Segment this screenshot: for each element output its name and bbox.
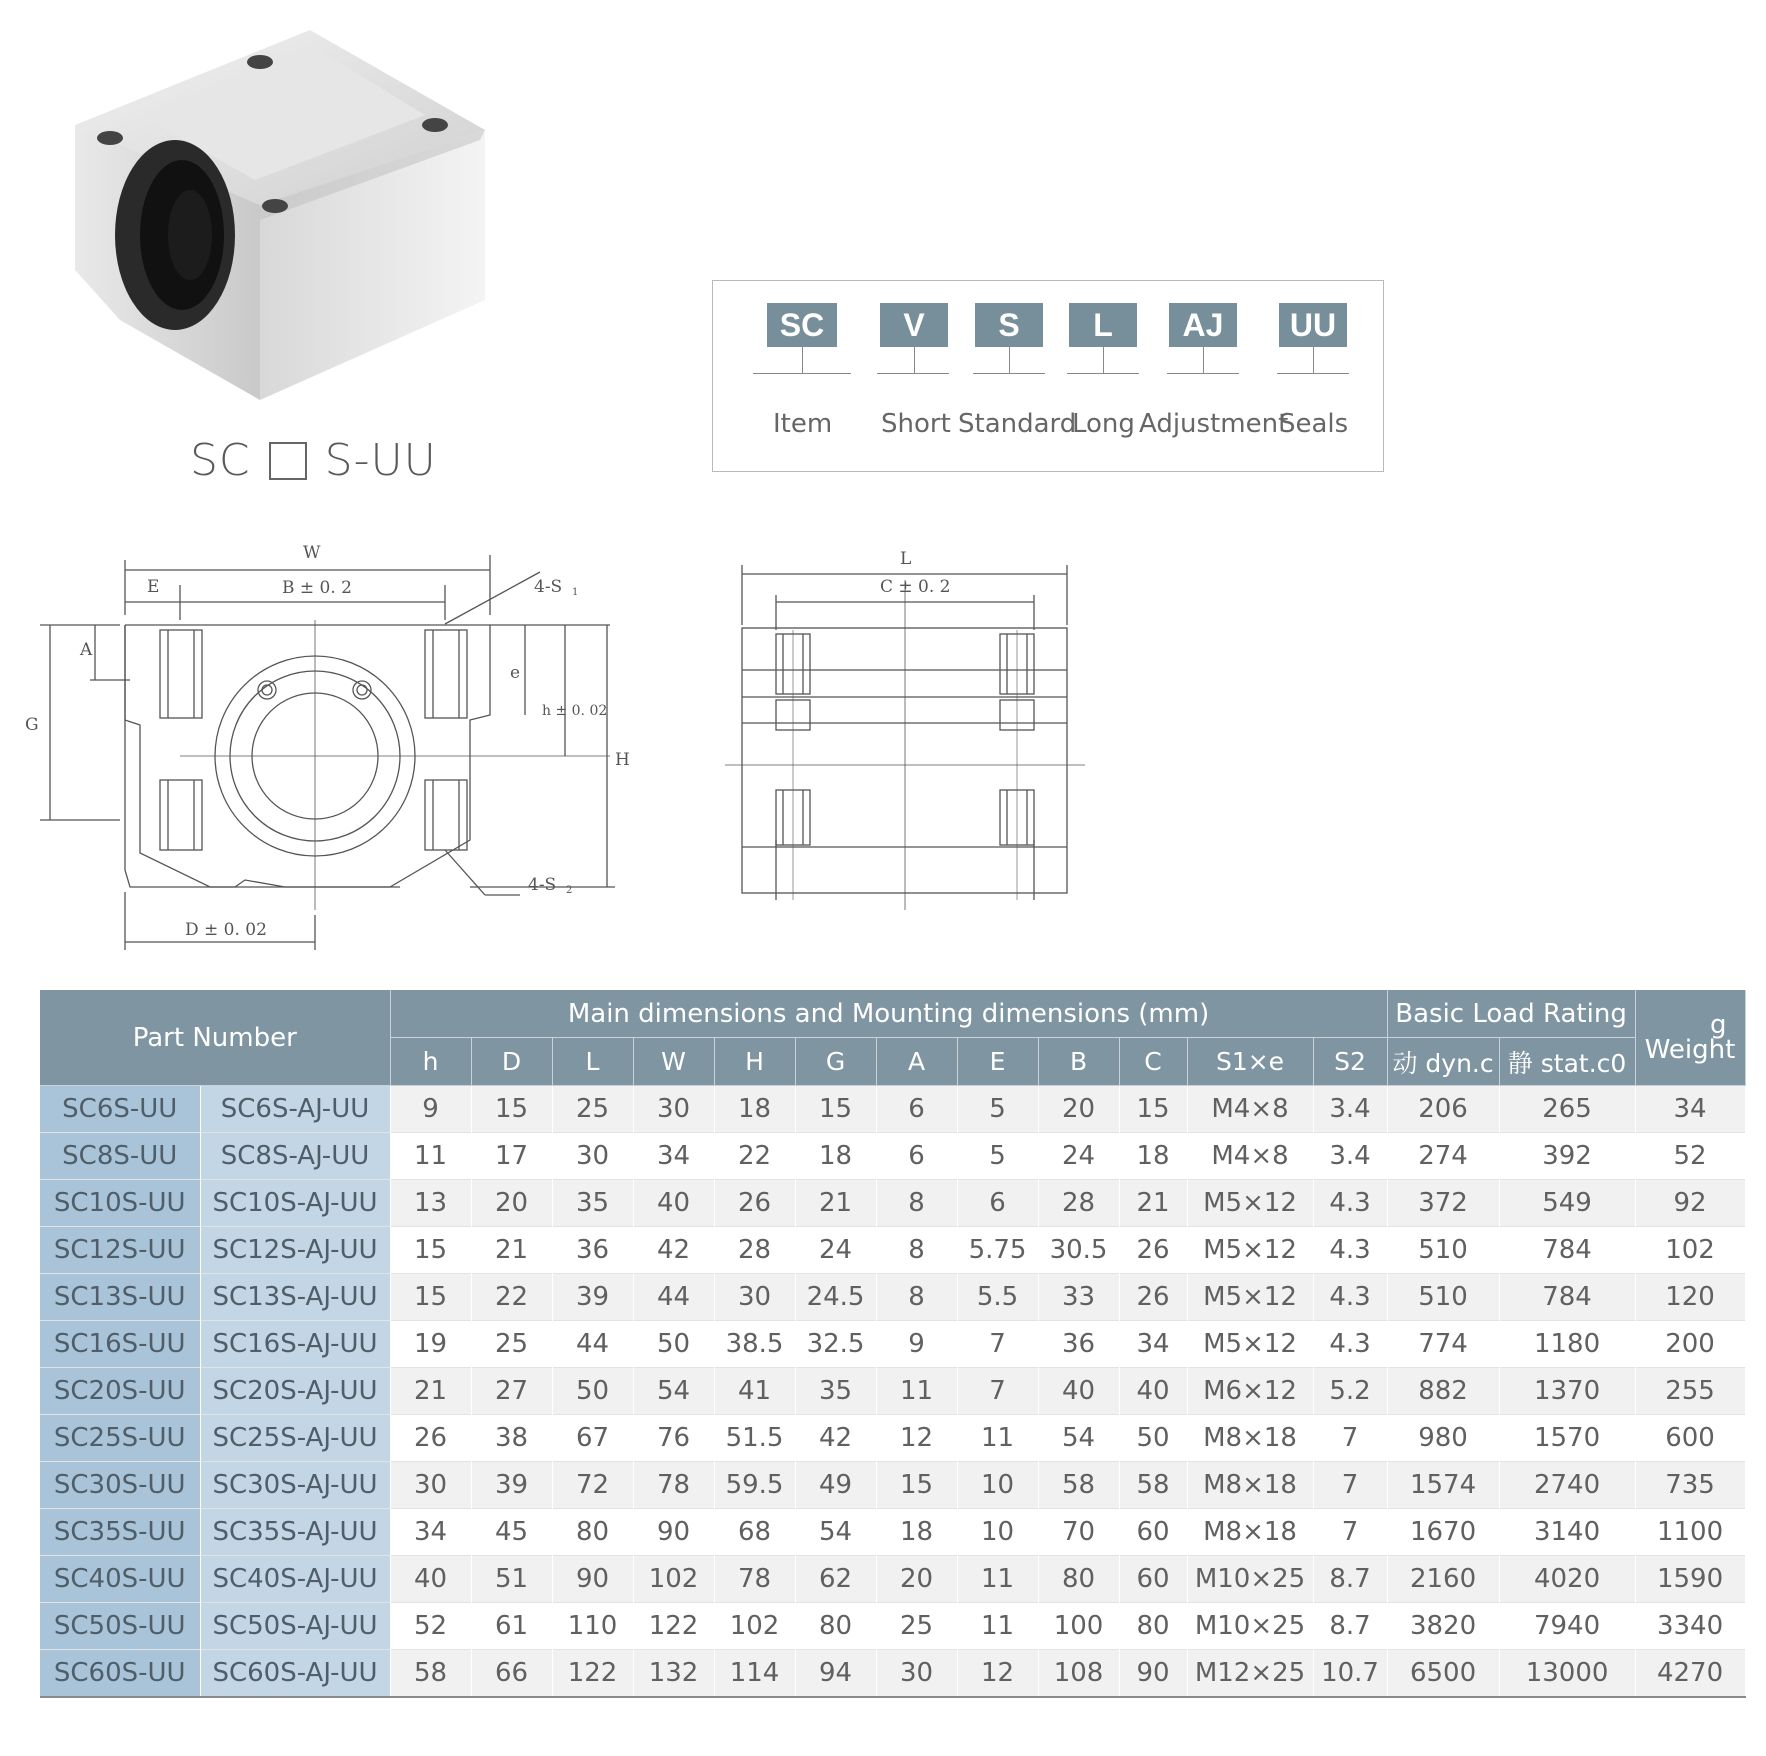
table-cell: 9 (390, 1086, 471, 1133)
column-header: G (795, 1038, 876, 1086)
table-cell: 39 (552, 1274, 633, 1321)
table-cell: 774 (1387, 1321, 1499, 1368)
table-cell: 11 (390, 1133, 471, 1180)
table-cell: 39 (471, 1462, 552, 1509)
column-header: D (471, 1038, 552, 1086)
table-cell: 50 (1119, 1415, 1187, 1462)
ordering-code-legend (712, 280, 1384, 472)
table-cell: 50 (552, 1368, 633, 1415)
table-cell: M8×18 (1187, 1415, 1313, 1462)
table-cell: M6×12 (1187, 1368, 1313, 1415)
table-cell: 3340 (1635, 1603, 1745, 1650)
table-cell: 255 (1635, 1368, 1745, 1415)
table-cell: 4270 (1635, 1650, 1745, 1698)
table-cell: 68 (714, 1509, 795, 1556)
table-cell: 15 (795, 1086, 876, 1133)
table-cell: 122 (552, 1650, 633, 1698)
table-cell: 24 (795, 1227, 876, 1274)
table-row (40, 1086, 1745, 1133)
table-cell: 265 (1499, 1086, 1635, 1133)
table-cell: 94 (795, 1650, 876, 1698)
column-header: E (957, 1038, 1038, 1086)
column-header: W (633, 1038, 714, 1086)
table-cell: 62 (795, 1556, 876, 1603)
table-cell: M4×8 (1187, 1086, 1313, 1133)
table-cell: 8.7 (1313, 1603, 1387, 1650)
table-cell: M10×25 (1187, 1556, 1313, 1603)
part-number-cell: SC12S-AJ-UU (200, 1227, 390, 1274)
part-number-cell: SC50S-UU (40, 1603, 200, 1650)
table-cell: 9 (876, 1321, 957, 1368)
table-cell: 1100 (1635, 1509, 1745, 1556)
table-cell: 52 (1635, 1133, 1745, 1180)
table-cell: 2160 (1387, 1556, 1499, 1603)
table-cell: 54 (633, 1368, 714, 1415)
code-badge-short: V (880, 303, 948, 347)
table-cell: 44 (633, 1274, 714, 1321)
dim-label-S1-sub: 1 (572, 587, 579, 598)
table-row (40, 1274, 1745, 1321)
table-cell: 100 (1038, 1603, 1119, 1650)
code-label-standard: Standard (958, 409, 1077, 439)
part-number-cell: SC40S-UU (40, 1556, 200, 1603)
part-number-cell: SC25S-UU (40, 1415, 200, 1462)
table-cell: 19 (390, 1321, 471, 1368)
table-cell: 45 (471, 1509, 552, 1556)
table-cell: 372 (1387, 1180, 1499, 1227)
table-cell: 34 (1119, 1321, 1187, 1368)
column-header: S2 (1313, 1038, 1387, 1086)
table-cell: M8×18 (1187, 1462, 1313, 1509)
table-cell: 13000 (1499, 1650, 1635, 1698)
table-cell: 11 (957, 1415, 1038, 1462)
table-cell: 21 (471, 1227, 552, 1274)
table-row (40, 1415, 1745, 1462)
table-cell: 18 (714, 1086, 795, 1133)
table-cell: 7940 (1499, 1603, 1635, 1650)
dim-label-E: E (147, 577, 160, 597)
table-cell: 7 (1313, 1462, 1387, 1509)
table-cell: 41 (714, 1368, 795, 1415)
table-cell: 44 (552, 1321, 633, 1368)
part-number-cell: SC10S-UU (40, 1180, 200, 1227)
table-cell: 6 (876, 1086, 957, 1133)
front-view-drawing (20, 520, 660, 970)
table-cell: 7 (1313, 1509, 1387, 1556)
table-cell: 32.5 (795, 1321, 876, 1368)
table-cell: 38 (471, 1415, 552, 1462)
table-cell: 49 (795, 1462, 876, 1509)
table-cell: 1180 (1499, 1321, 1635, 1368)
part-number-header: Part Number (40, 990, 390, 1086)
table-cell: 274 (1387, 1133, 1499, 1180)
dim-label-W: W (303, 543, 321, 563)
part-number-cell: SC25S-AJ-UU (200, 1415, 390, 1462)
table-cell: 66 (471, 1650, 552, 1698)
table-cell: M8×18 (1187, 1509, 1313, 1556)
table-cell: 11 (876, 1368, 957, 1415)
column-header: 静 stat.c0 (1499, 1038, 1635, 1086)
table-cell: 5 (957, 1086, 1038, 1133)
code-badge-adjustment: AJ (1169, 303, 1237, 347)
code-label-seals: Seals (1279, 409, 1349, 439)
code-badge-long: L (1069, 303, 1137, 347)
table-cell: 8.7 (1313, 1556, 1387, 1603)
table-cell: 15 (1119, 1086, 1187, 1133)
table-cell: 26 (390, 1415, 471, 1462)
column-header: A (876, 1038, 957, 1086)
table-cell: 6500 (1387, 1650, 1499, 1698)
dim-label-D: D ± 0. 02 (185, 920, 267, 940)
table-cell: 7 (957, 1321, 1038, 1368)
part-number-cell: SC10S-AJ-UU (200, 1180, 390, 1227)
table-cell: 4.3 (1313, 1321, 1387, 1368)
load-rating-header: Basic Load Rating (1387, 990, 1635, 1038)
table-cell: 980 (1387, 1415, 1499, 1462)
table-cell: 90 (552, 1556, 633, 1603)
table-cell: 18 (795, 1133, 876, 1180)
table-row (40, 1556, 1745, 1603)
part-number-cell: SC8S-AJ-UU (200, 1133, 390, 1180)
table-cell: 3140 (1499, 1509, 1635, 1556)
table-row (40, 1180, 1745, 1227)
table-cell: 5.75 (957, 1227, 1038, 1274)
table-cell: 6 (957, 1180, 1038, 1227)
side-view-drawing (720, 540, 1100, 920)
part-number-cell: SC12S-UU (40, 1227, 200, 1274)
part-number-cell: SC20S-AJ-UU (200, 1368, 390, 1415)
table-cell: 80 (795, 1603, 876, 1650)
table-cell: 80 (1119, 1603, 1187, 1650)
table-cell: 18 (876, 1509, 957, 1556)
table-cell: 35 (552, 1180, 633, 1227)
part-number-cell: SC16S-UU (40, 1321, 200, 1368)
table-cell: 67 (552, 1415, 633, 1462)
part-number-cell: SC13S-UU (40, 1274, 200, 1321)
table-cell: 33 (1038, 1274, 1119, 1321)
column-header: 动 dyn.c (1387, 1038, 1499, 1086)
table-cell: 58 (1119, 1462, 1187, 1509)
weight-header (1635, 990, 1745, 1086)
table-row (40, 1133, 1745, 1180)
table-cell: 784 (1499, 1274, 1635, 1321)
table-cell: 76 (633, 1415, 714, 1462)
dim-label-S2: 4-S (528, 875, 557, 895)
table-cell: 78 (714, 1556, 795, 1603)
table-cell: 50 (633, 1321, 714, 1368)
table-cell: 30 (714, 1274, 795, 1321)
column-header: h (390, 1038, 471, 1086)
table-cell: 102 (714, 1603, 795, 1650)
table-cell: 30.5 (1038, 1227, 1119, 1274)
table-cell: 5.2 (1313, 1368, 1387, 1415)
table-cell: 206 (1387, 1086, 1499, 1133)
table-cell: 35 (795, 1368, 876, 1415)
table-cell: 200 (1635, 1321, 1745, 1368)
table-cell: 15 (390, 1274, 471, 1321)
dim-label-e: e (510, 663, 521, 683)
specification-body (40, 1086, 1745, 1698)
table-cell: 8 (876, 1274, 957, 1321)
dim-label-B: B ± 0. 2 (282, 578, 352, 598)
table-cell: 102 (1635, 1227, 1745, 1274)
table-cell: 25 (471, 1321, 552, 1368)
table-cell: 21 (795, 1180, 876, 1227)
part-number-cell: SC60S-UU (40, 1650, 200, 1698)
dim-label-H: H (615, 750, 630, 770)
table-cell: 90 (633, 1509, 714, 1556)
table-cell: 21 (390, 1368, 471, 1415)
column-header: H (714, 1038, 795, 1086)
table-cell: 882 (1387, 1368, 1499, 1415)
table-cell: 30 (552, 1133, 633, 1180)
code-label-item: Item (773, 409, 833, 439)
table-row (40, 1227, 1745, 1274)
caption-prefix: SC (190, 435, 251, 486)
table-cell: 1574 (1387, 1462, 1499, 1509)
table-cell: 42 (633, 1227, 714, 1274)
table-cell: 12 (876, 1415, 957, 1462)
table-cell: 600 (1635, 1415, 1745, 1462)
part-number-cell: SC16S-AJ-UU (200, 1321, 390, 1368)
table-cell: 58 (1038, 1462, 1119, 1509)
table-cell: 8 (876, 1227, 957, 1274)
code-badge-standard: S (975, 303, 1043, 347)
table-cell: 34 (1635, 1086, 1745, 1133)
table-cell: 24 (1038, 1133, 1119, 1180)
part-number-cell: SC30S-AJ-UU (200, 1462, 390, 1509)
table-cell: 1590 (1635, 1556, 1745, 1603)
table-cell: 21 (1119, 1180, 1187, 1227)
table-cell: 1670 (1387, 1509, 1499, 1556)
table-cell: 102 (633, 1556, 714, 1603)
dim-label-h: h ± 0. 02 (542, 703, 608, 719)
table-cell: 7 (957, 1368, 1038, 1415)
table-row (40, 1509, 1745, 1556)
column-header: B (1038, 1038, 1119, 1086)
table-cell: 3.4 (1313, 1133, 1387, 1180)
part-number-cell: SC6S-UU (40, 1086, 200, 1133)
table-cell: 392 (1499, 1133, 1635, 1180)
part-number-cell: SC50S-AJ-UU (200, 1603, 390, 1650)
table-cell: 15 (876, 1462, 957, 1509)
table-row (40, 1650, 1745, 1698)
table-cell: 42 (795, 1415, 876, 1462)
table-cell: 26 (1119, 1274, 1187, 1321)
table-cell: 58 (390, 1650, 471, 1698)
dim-label-G: G (25, 715, 39, 735)
table-cell: 13 (390, 1180, 471, 1227)
column-header: L (552, 1038, 633, 1086)
table-cell: 51.5 (714, 1415, 795, 1462)
table-cell: 24.5 (795, 1274, 876, 1321)
table-cell: 40 (1119, 1368, 1187, 1415)
table-cell: 5 (957, 1133, 1038, 1180)
table-cell: 1370 (1499, 1368, 1635, 1415)
table-cell: 22 (471, 1274, 552, 1321)
table-cell: 5.5 (957, 1274, 1038, 1321)
table-cell: 1570 (1499, 1415, 1635, 1462)
table-cell: 60 (1119, 1509, 1187, 1556)
table-cell: 30 (390, 1462, 471, 1509)
table-cell: 59.5 (714, 1462, 795, 1509)
table-cell: 110 (552, 1603, 633, 1650)
dim-label-S2-sub: 2 (566, 885, 573, 896)
product-photo (60, 20, 510, 400)
table-cell: 25 (876, 1603, 957, 1650)
table-cell: 122 (633, 1603, 714, 1650)
code-label-adjustment: Adjustment (1139, 409, 1289, 439)
table-row (40, 1321, 1745, 1368)
part-number-cell: SC8S-UU (40, 1133, 200, 1180)
dim-label-C: C ± 0. 2 (880, 577, 951, 597)
table-cell: 36 (1038, 1321, 1119, 1368)
table-cell: 40 (1038, 1368, 1119, 1415)
table-cell: 3.4 (1313, 1086, 1387, 1133)
dim-label-S1: 4-S (534, 577, 563, 597)
table-cell: 15 (471, 1086, 552, 1133)
table-cell: M5×12 (1187, 1227, 1313, 1274)
caption-blank-box (269, 442, 307, 480)
table-cell: 20 (471, 1180, 552, 1227)
table-cell: 20 (876, 1556, 957, 1603)
table-cell: 28 (714, 1227, 795, 1274)
table-cell: 54 (795, 1509, 876, 1556)
table-cell: 15 (390, 1227, 471, 1274)
table-cell: 10 (957, 1462, 1038, 1509)
column-header: C (1119, 1038, 1187, 1086)
code-badge-seals: UU (1279, 303, 1347, 347)
table-cell: 26 (1119, 1227, 1187, 1274)
table-cell: 27 (471, 1368, 552, 1415)
table-cell: 4.3 (1313, 1227, 1387, 1274)
table-cell: 4020 (1499, 1556, 1635, 1603)
table-cell: 38.5 (714, 1321, 795, 1368)
table-cell: M5×12 (1187, 1180, 1313, 1227)
table-cell: M4×8 (1187, 1133, 1313, 1180)
table-cell: 549 (1499, 1180, 1635, 1227)
model-caption (190, 435, 437, 486)
table-cell: 78 (633, 1462, 714, 1509)
table-cell: 18 (1119, 1133, 1187, 1180)
table-cell: 20 (1038, 1086, 1119, 1133)
dim-label-A: A (80, 640, 93, 660)
table-cell: 3820 (1387, 1603, 1499, 1650)
table-cell: M5×12 (1187, 1274, 1313, 1321)
table-cell: 34 (390, 1509, 471, 1556)
table-cell: 30 (876, 1650, 957, 1698)
weight-label: Weight (1644, 1034, 1736, 1065)
table-cell: 120 (1635, 1274, 1745, 1321)
table-cell: 70 (1038, 1509, 1119, 1556)
table-cell: 80 (552, 1509, 633, 1556)
table-cell: 108 (1038, 1650, 1119, 1698)
table-cell: 22 (714, 1133, 795, 1180)
table-cell: 4.3 (1313, 1274, 1387, 1321)
table-cell: 34 (633, 1133, 714, 1180)
table-cell: 92 (1635, 1180, 1745, 1227)
table-row (40, 1462, 1745, 1509)
table-cell: 7 (1313, 1415, 1387, 1462)
caption-suffix: S-UU (324, 435, 437, 486)
table-cell: 510 (1387, 1227, 1499, 1274)
table-cell: 72 (552, 1462, 633, 1509)
table-cell: 114 (714, 1650, 795, 1698)
part-number-cell: SC13S-AJ-UU (200, 1274, 390, 1321)
table-cell: 4.3 (1313, 1180, 1387, 1227)
table-cell: 52 (390, 1603, 471, 1650)
table-cell: 40 (390, 1556, 471, 1603)
code-label-long: Long (1072, 409, 1135, 439)
dim-label-L: L (900, 549, 912, 569)
table-cell: 51 (471, 1556, 552, 1603)
column-header: S1×e (1187, 1038, 1313, 1086)
table-cell: 132 (633, 1650, 714, 1698)
weight-unit: g (1710, 1009, 1727, 1040)
table-cell: M5×12 (1187, 1321, 1313, 1368)
table-cell: 11 (957, 1556, 1038, 1603)
table-cell: 36 (552, 1227, 633, 1274)
table-cell: 80 (1038, 1556, 1119, 1603)
code-label-short: Short (881, 409, 951, 439)
table-cell: 40 (633, 1180, 714, 1227)
table-cell: 11 (957, 1603, 1038, 1650)
table-cell: 510 (1387, 1274, 1499, 1321)
table-row (40, 1603, 1745, 1650)
table-cell: 6 (876, 1133, 957, 1180)
table-cell: M10×25 (1187, 1603, 1313, 1650)
table-cell: 26 (714, 1180, 795, 1227)
table-cell: 25 (552, 1086, 633, 1133)
table-cell: 10 (957, 1509, 1038, 1556)
table-cell: 2740 (1499, 1462, 1635, 1509)
part-number-cell: SC6S-AJ-UU (200, 1086, 390, 1133)
table-cell: 30 (633, 1086, 714, 1133)
table-cell: 17 (471, 1133, 552, 1180)
table-cell: 90 (1119, 1650, 1187, 1698)
table-cell: 10.7 (1313, 1650, 1387, 1698)
table-cell: 28 (1038, 1180, 1119, 1227)
part-number-cell: SC30S-UU (40, 1462, 200, 1509)
table-cell: 61 (471, 1603, 552, 1650)
part-number-cell: SC35S-AJ-UU (200, 1509, 390, 1556)
table-cell: M12×25 (1187, 1650, 1313, 1698)
part-number-cell: SC20S-UU (40, 1368, 200, 1415)
table-cell: 54 (1038, 1415, 1119, 1462)
main-dimensions-header: Main dimensions and Mounting dimensions (mm) (390, 990, 1387, 1038)
table-row (40, 1368, 1745, 1415)
specification-table (40, 990, 1746, 1698)
part-number-cell: SC60S-AJ-UU (200, 1650, 390, 1698)
table-cell: 12 (957, 1650, 1038, 1698)
table-cell: 735 (1635, 1462, 1745, 1509)
code-badge-item: SC (767, 303, 837, 347)
table-cell: 784 (1499, 1227, 1635, 1274)
table-cell: 60 (1119, 1556, 1187, 1603)
table-cell: 8 (876, 1180, 957, 1227)
part-number-cell: SC40S-AJ-UU (200, 1556, 390, 1603)
part-number-cell: SC35S-UU (40, 1509, 200, 1556)
